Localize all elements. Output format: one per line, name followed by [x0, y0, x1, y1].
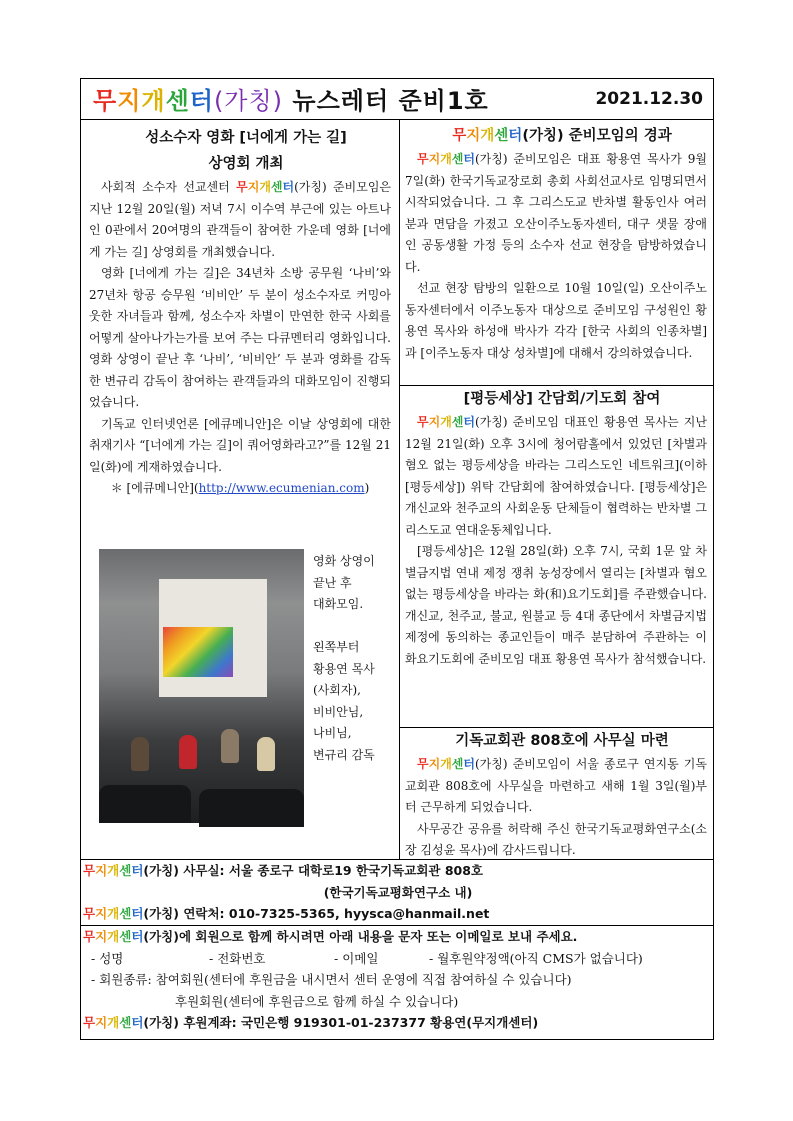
article-heading: 성소수자 영화 [너에게 가는 길]	[145, 130, 347, 146]
office-address-note: (한국기독교평화연구소 내)	[323, 884, 473, 900]
ecumenian-link[interactable]: http://www.ecumenian.com	[198, 481, 365, 495]
screening-photo	[99, 549, 304, 823]
newsletter-title: 무지개센터(가칭) 뉴스레터 준비1호	[93, 87, 489, 115]
article-paragraph: 선교 현장 탐방의 일환으로 10월 10일(일) 오산이주노동자센터에서 이주노동자 대상으로 준비모임 구성원인 황용연 목사와 하성애 박사가 각각 [한국 사회의 인종차별]과 [이주노동자 대상 성차별]에 대해서 강의하였습니다.	[405, 281, 707, 360]
section-heading: [평등세상] 간담회/기도회 참여	[463, 391, 661, 407]
article-equality	[405, 386, 707, 670]
article-subheading: 상영회 개최	[208, 156, 284, 172]
article-paragraph: 기독교 인터넷언론 [에큐메니안]은 이날 상영회에 대한 취재기사 “[너에게 가는 길]이 쿼어영화라고?”를 12월 21일(화)에 게재하였습니다.	[89, 416, 391, 474]
photo-caption: 영화 상영이 끝난 후 대화모임. 왼쪽부터 황용연 목사 (사회자), 비비안님, 나비님, 변규리 감독	[313, 554, 375, 762]
article-office	[405, 728, 707, 862]
article-paragraph: 영화 [너에게 가는 길]은 34년차 소방 공무원 ‘나비’와 27년차 항공 승무원 ‘비비안’ 두 분이 성소수자로 커밍아웃한 자녀들과 함께, 성소수자 차별이 만연한 한국 사회를 어떻게 살아나가는가를 보여 주는 다큐멘터리 영화입니다. 영화 상영이 끝난 후 ‘나비’, ‘비비안’ 두 분과 영화를 감독한 변규리 감독이 참여하는 관객들과의 대화모임이 진행되었습니다.	[89, 266, 391, 409]
newsletter-page	[80, 78, 714, 1040]
member-type-supporting: 후원회원(센터에 후원금으로 함께 하실 수 있습니다)	[175, 993, 459, 1009]
article-progress	[405, 123, 707, 364]
speaker-figure	[179, 735, 197, 769]
speaker-figure	[221, 729, 239, 763]
donation-account: 국민은행 919301-01-237377 황용연(무지개센터)	[240, 1015, 539, 1030]
issue-date: 2021.12.30	[595, 89, 703, 109]
article-paragraph: 무지개센터(가칭) 준비모임이 서울 종로구 연지동 기독교회관 808호에 사무실을 마련하고 새해 1월 3일(월)부터 근무하게 되었습니다.	[405, 757, 707, 814]
audience-seat	[199, 789, 304, 827]
brand-logo-text: 무지개센터	[93, 87, 214, 115]
source-note: ＊ [에큐메니안](http://www.ecumenian.com)	[110, 481, 370, 495]
audience-seat	[99, 785, 191, 823]
section-heading: 기독교회관 808호에 사무실 마련	[455, 733, 669, 749]
section-heading: 무지개센터(가칭) 준비모임의 경과	[452, 128, 672, 144]
article-paragraph: 사무공간 공유를 허락해 주신 한국기독교평화연구소(소장 김성윤 목사)에 감사드립니다.	[405, 821, 707, 857]
speaker-figure	[131, 737, 149, 771]
article-screening	[89, 121, 391, 499]
office-address: 서울 종로구 대학로19 한국기독교회관 808호	[228, 863, 484, 878]
poster-rainbow	[163, 627, 233, 677]
membership-info: 무지개센터(가칭)에 회원으로 함께 하시려면 아래 내용을 문자 또는 이메일로 보내 주세요. - 성명 - 전화번호 - 이메일 - 월후원약정액(아직 CMS가 없습니다) - 회원종류: 참여회원(센터에 후원금을 내시면서 센터 운영에 직접 참여하실 수 있습니다) 후원회원(센터에 후원금으로 함께 하실 수 있습니다) 무지개센터(가칭) 후원계좌: 국민은행 919301-01-237377 황용연(무지개센터)	[81, 925, 713, 1034]
article-paragraph: 무지개센터(가칭) 준비모임 대표인 황용연 목사는 지난 12월 21일(화) 오후 3시에 청어람홀에서 있었던 [차별과 혐오 없는 평등세상을 바라는 그리스도인 네트워크](이하 [평등세상]) 위탁 간담회에 참여하였습니다. [평등세상]은 개신교와 천주교의 사회운동 단체들이 협력하는 반차별 그리스도교 연대운동체입니다.	[405, 415, 707, 537]
newsletter-header	[81, 79, 713, 120]
member-fields: - 성명 - 전화번호 - 이메일 - 월후원약정액(아직 CMS가 없습니다)	[91, 950, 643, 966]
article-paragraph: 무지개센터(가칭) 준비모임은 대표 황용연 목사가 9월 7일(화) 한국기독교장로회 총회 사회선교사로 임명되면서 시작되었습니다. 그 후 그리스도교 반차별 활동인사 여러 분과 면담을 가졌고 오산이주노동자센터, 대구 샛물 장애인 공동생활 가정 등의 소수자 선교 현장을 탐방하였습니다.	[405, 152, 707, 274]
office-info: 무지개센터(가칭) 사무실: 서울 종로구 대학로19 한국기독교회관 808호 (한국기독교평화연구소 내) 무지개센터(가칭) 연락처: 010-7325-5365, hyysca@hanmail.net	[81, 859, 713, 925]
contact-info: 010-7325-5365, hyysca@hanmail.net	[228, 906, 490, 921]
article-paragraph: [평등세상]은 12월 28일(화) 오후 7시, 국회 1문 앞 차별금지법 연내 제정 쟁취 농성장에서 열리는 [차별과 혐오 없는 평등세상을 바라는 화(和)요기도회]를 주관했습니다. 개신교, 천주교, 불교, 원불교 등 4대 종단에서 차별금지법 제정에 동의하는 종교인들이 매주 분담하여 주관하는 이 화요기도회에 준비모임 대표 황용연 목사가 참석했습니다.	[405, 544, 707, 666]
member-type-participating: 참여회원(센터에 후원금을 내시면서 센터 운영에 직접 참여하실 수 있습니다)	[155, 972, 572, 987]
article-paragraph: 사회적 소수자 선교센터 무지개센터(가칭) 준비모임은 지난 12월 20일(월) 저녁 7시 이수역 부근에 있는 아트나인 0관에서 20여명의 관객들이 참여한 가운데 영화 [너에게 가는 길] 상영회를 개최했습니다.	[89, 180, 391, 259]
speaker-figure	[257, 737, 275, 771]
